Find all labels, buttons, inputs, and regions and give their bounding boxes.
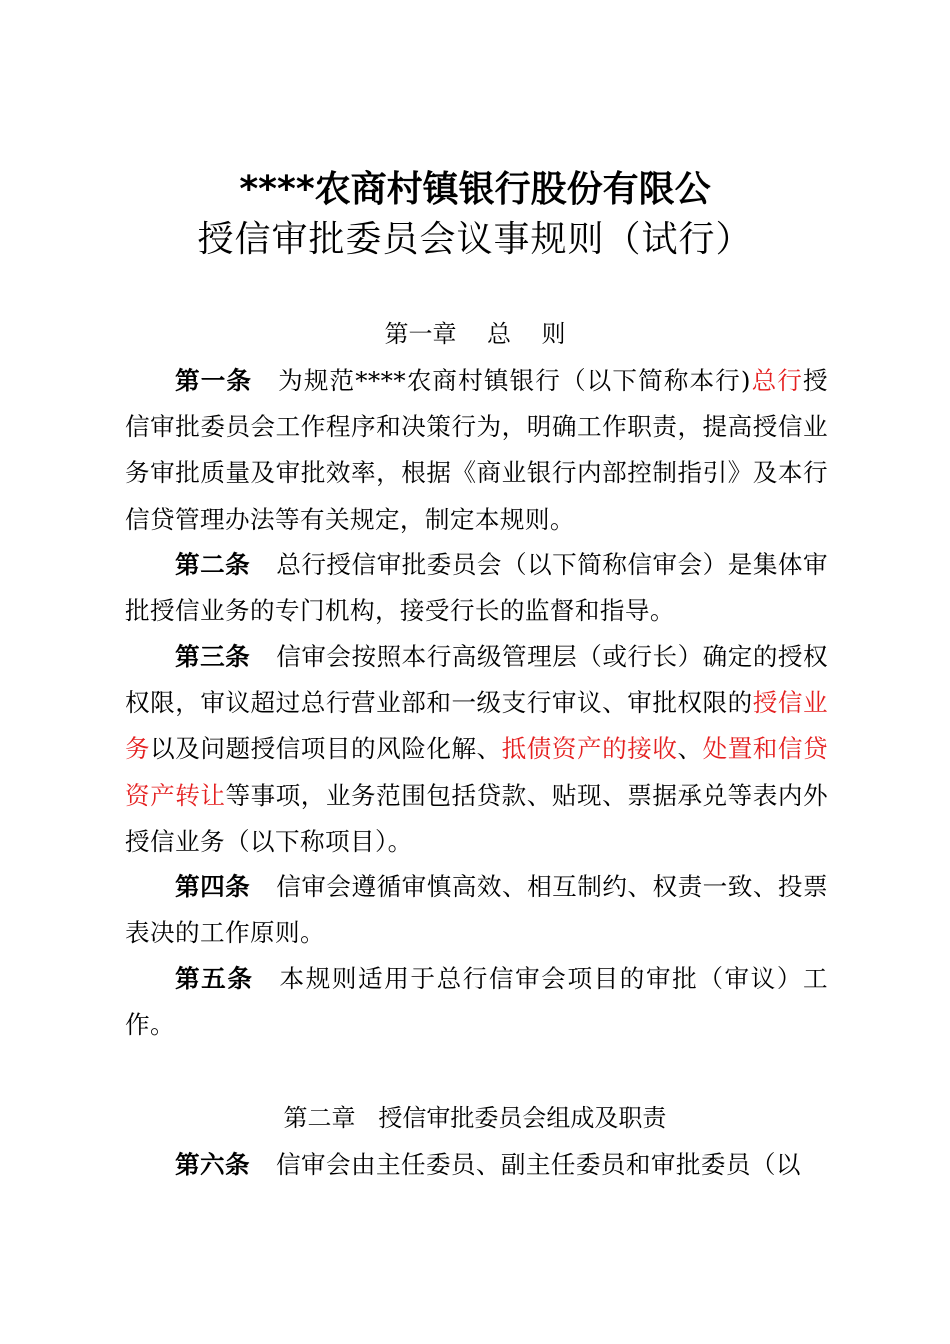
article-4-number: 第四条 bbox=[175, 872, 251, 901]
article-6-number: 第六条 bbox=[175, 1150, 250, 1179]
article-3-text-b: 以及问题授信项目的风险化解、 bbox=[150, 734, 502, 764]
article-3 bbox=[125, 634, 828, 865]
article-3-number: 第三条 bbox=[175, 642, 251, 671]
article-2-text: 总行授信审批委员会（以下简称信审会）是集体审批授信业务的专门机构，接受行长的监督和指导。 bbox=[125, 550, 828, 626]
chapter-2-heading: 第二章 授信审批委员会组成及职责 bbox=[283, 1104, 667, 1132]
article-1-number: 第一条 bbox=[175, 366, 253, 395]
article-2-number: 第二条 bbox=[175, 550, 251, 579]
article-3-highlight-asset-transfer: 处置和信贷资产转让 bbox=[125, 734, 829, 810]
article-1 bbox=[125, 358, 828, 543]
article-4 bbox=[125, 864, 828, 956]
article-1-text-b: 授信审批委员会工作程序和决策行为，明确工作职责，提高授信业务审批质量及审批效率，根据《商业银行内部控制指引》及本行信贷管理办法等有关规定，制定本规则。 bbox=[125, 366, 829, 534]
article-5 bbox=[125, 956, 828, 1048]
article-3-highlight-foreclosed-assets: 抵债资产的接收 bbox=[501, 734, 678, 764]
article-1-highlight: 总行 bbox=[750, 366, 804, 395]
document-title-line-1: ****农商村镇银行股份有限公 bbox=[239, 169, 711, 210]
article-5-text: 本规则适用于总行信审会项目的审批（审议）工作。 bbox=[125, 964, 829, 1040]
article-1-text-a: 为规范****农商村镇银行（以下简称本行) bbox=[278, 366, 751, 395]
article-6 bbox=[125, 1142, 828, 1188]
article-2 bbox=[125, 542, 828, 634]
chapter-1-heading: 第一章 总 则 bbox=[384, 320, 566, 348]
article-3-text-a: 信审会按照本行高级管理层（或行长）确定的授权权限，审议超过总行营业部和一级支行审议、审批权限的 bbox=[125, 642, 828, 718]
article-3-highlight-credit-business: 授信业务 bbox=[125, 688, 828, 764]
article-6-text: 信审会由主任委员、副主任委员和审批委员（以 bbox=[275, 1150, 801, 1179]
article-5-number: 第五条 bbox=[175, 964, 254, 993]
document-title-line-2: 授信审批委员会议事规则（试行） bbox=[197, 219, 753, 260]
article-4-text: 信审会遵循审慎高效、相互制约、权责一致、投票表决的工作原则。 bbox=[125, 872, 828, 948]
article-3-text-d: 等事项，业务范围包括贷款、贴现、票据承兑等表内外授信业务（以下称项目）。 bbox=[125, 780, 828, 856]
article-3-text-c: 、 bbox=[677, 734, 703, 764]
